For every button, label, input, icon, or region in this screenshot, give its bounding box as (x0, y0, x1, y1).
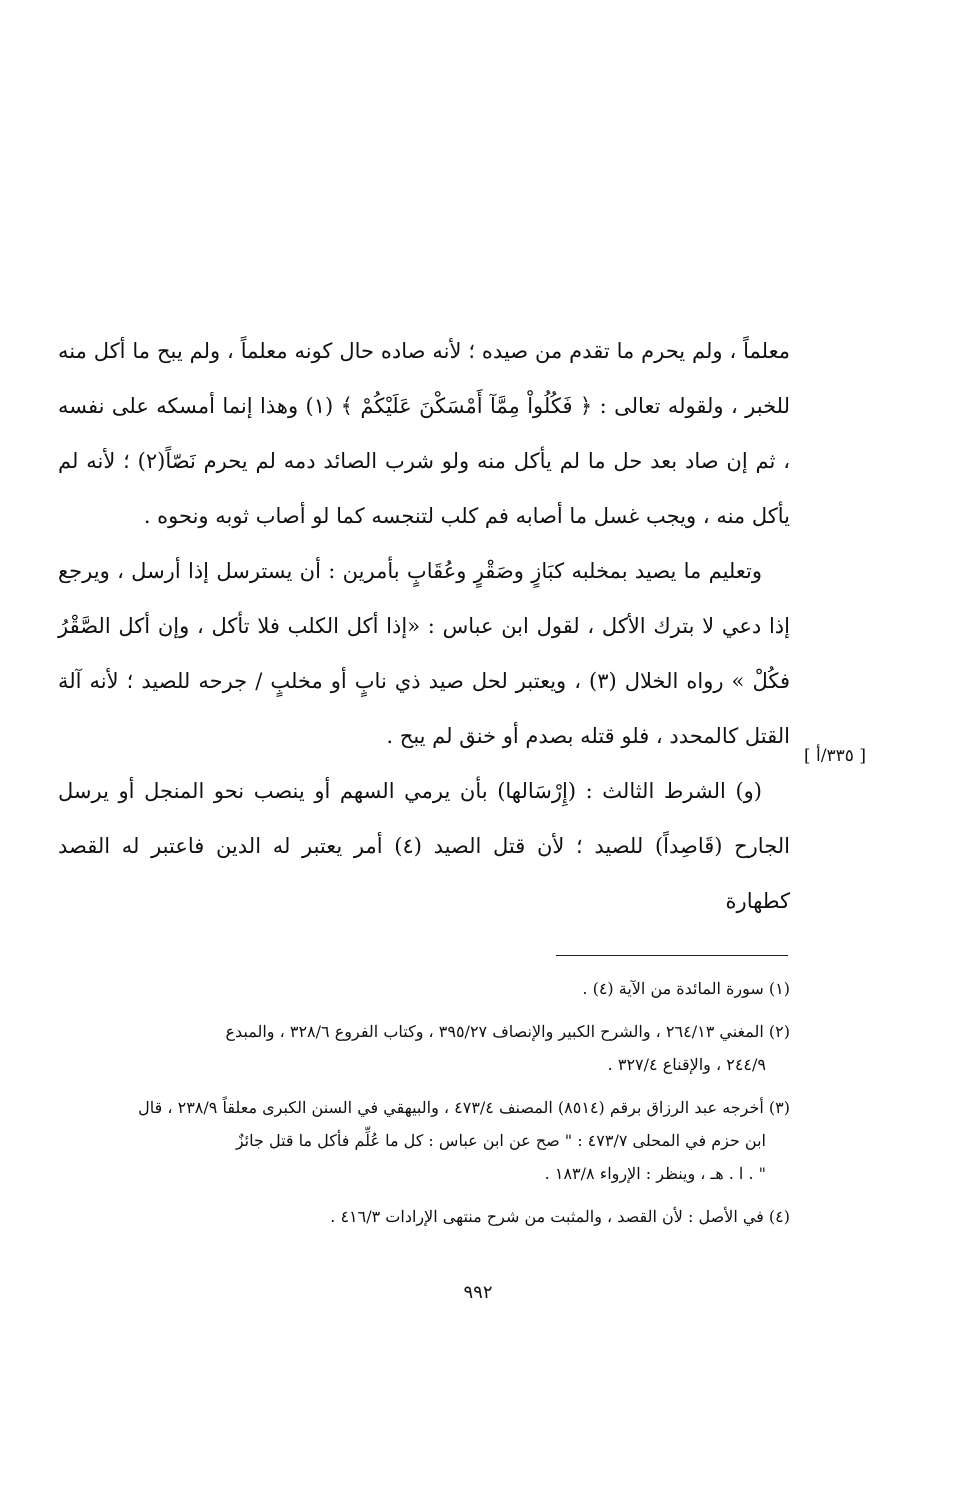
paragraph-2: وتعليم ما يصيد بمخلبه كبَازٍ وصَقْرٍ وعُقَابٍ بأمرين : أن يسترسل إذا أرسل ، ويرجع إذا دعي لا بترك الأكل ، لقول ابن عباس : «إذا أكل الكلب فلا تأكل ، وإن أكل الصَّقْرُ فكُلْ » رواه الخلال (٣) ، ويعتبر لحل صيد ذي نابٍ أو مخلبٍ / جرحه للصيد ؛ لأنه آلة القتل كالمحدد ، فلو قتله بصدم أو خنق لم يبح . (58, 559, 790, 748)
footnote-1 (58, 972, 790, 1005)
page-number: ٩٩٢ (463, 1282, 493, 1303)
footnotes (58, 972, 790, 1243)
footnote-3 (58, 1091, 790, 1190)
paragraph-1: معلماً ، ولم يحرم ما تقدم من صيده ؛ لأنه صاده حال كونه معلماً ، ولم يبح ما أكل منه للخبر ، ولقوله تعالى : ﴿ فَكُلُواْ مِمَّآ أَمْسَكْنَ عَلَيْكُمْ ﴾ (١) وهذا إنما أمسكه على نفسه ، ثم إن صاد بعد حل ما لم يأكل منه ولو شرب الصائد دمه لم يحرم نَصّاً(٢) ؛ لأنه لم يأكل منه ، ويجب غسل ما أصابه فم كلب لتنجسه كما لو أصاب ثوبه ونحوه . (58, 339, 790, 528)
footnote-2-line-2: ٢٤٤/٩ ، والإقناع ٣٢٧/٤ . (607, 1055, 766, 1074)
footnote-2 (58, 1015, 790, 1081)
footnote-4-line-1: (٤) في الأصل : لأن القصد ، والمثبت من شرح منتهى الإرادات ٤١٦/٣ . (330, 1207, 790, 1226)
footnote-3-line-1: (٣) أخرجه عبد الرزاق برقم (٨٥١٤) المصنف ٤٧٣/٤ ، والبيهقي في السنن الكبرى معلقاً ٢٣٨/٩ ، قال (138, 1098, 790, 1117)
footnote-2-line-1: (٢) المغني ٢٦٤/١٣ ، والشرح الكبير والإنصاف ٣٩٥/٢٧ ، وكتاب الفروع ٣٢٨/٦ ، والمبدع (225, 1022, 790, 1041)
manuscript-folio-marker: [ ٣٣٥/أ ] (804, 746, 866, 766)
footnote-separator (556, 955, 788, 956)
footnote-4 (58, 1200, 790, 1233)
paragraph-3: (و) الشرط الثالث : (إِرْسَالها) بأن يرمي السهم أو ينصب نحو المنجل أو يرسل الجارح (قَاصِداً) للصيد ؛ لأن قتل الصيد (٤) أمر يعتبر له الدين فاعتبر له القصد كطهارة (58, 779, 790, 913)
footnote-1-line-1: (١) سورة المائدة من الآية (٤) . (582, 979, 790, 998)
footnote-3-line-2: ابن حزم في المحلى ٤٧٣/٧ : " صح عن ابن عباس : كل ما عُلِّم فأكل ما قتل جائزٌ (235, 1131, 766, 1150)
main-text (58, 324, 790, 929)
footnote-3-line-3: " . ا . هـ ، وينظر : الإرواء ١٨٣/٨ . (544, 1164, 766, 1183)
